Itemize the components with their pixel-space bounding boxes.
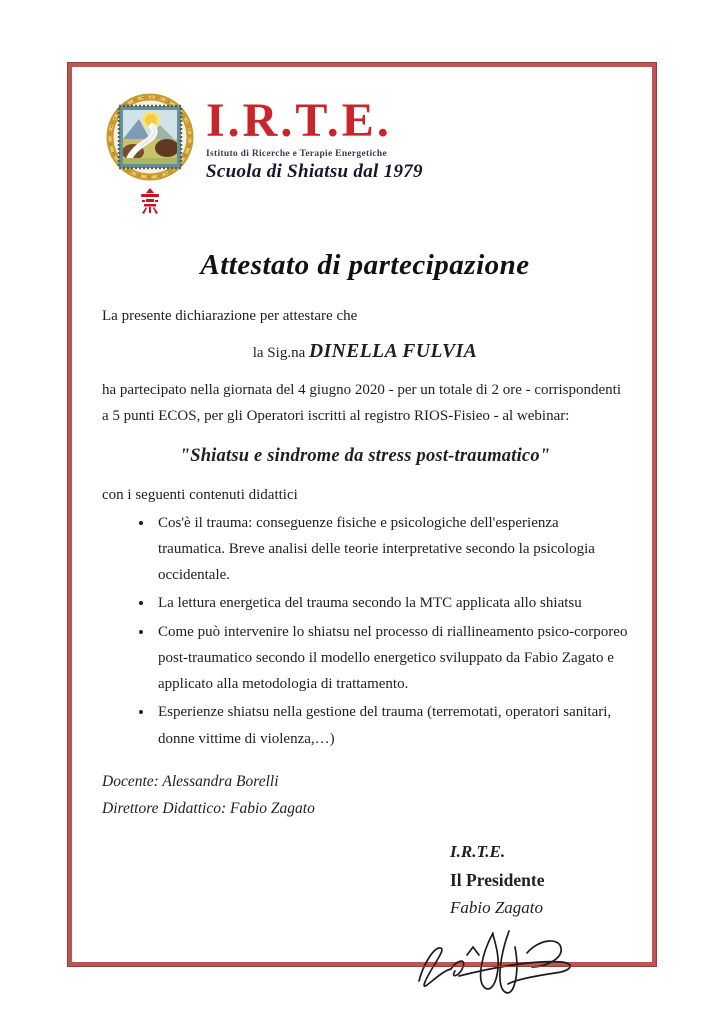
certificate-header [104,93,628,219]
direttore-line: Direttore Didattico: Fabio Zagato [102,799,315,817]
topic-item: • Cos'è il trauma: conseguenze fisiche e psicologiche dell'esperienza traumatica. Breve analisi delle teorie interpretative secondo la psicologia occidentale. [154,510,628,589]
recipient-name: DINELLA FULVIA [308,341,478,362]
certificate-title: Attestato di partecipazione [200,249,530,281]
topics-list [102,510,628,752]
brand-school-line: Scuola di Shiatsu dal 1979 [206,161,423,182]
webinar-title: "Shiatsu e sindrome da stress post-traumatico" [179,445,551,466]
irte-logo [104,93,196,219]
signature-block [450,838,628,1017]
signature-org: I.R.T.E. [450,842,506,861]
handwritten-signature-icon [405,923,628,1017]
recipient-line [102,341,628,363]
signature-role: Il Presidente [450,869,545,890]
topic-item: • Esperienze shiatsu nella gestione del trauma (terremotati, operatori sanitari, donne vittime di violenza,…) [154,699,628,752]
recipient-prefix: la Sig.na [252,345,309,361]
brand-text [206,93,423,183]
signature-name: Fabio Zagato [450,897,544,917]
staff-lines [102,768,628,822]
intro-line: La presente dichiarazione per attestare che [102,308,358,324]
brand-institute-line: Istituto di Ricerche e Terapie Energetiche [206,149,388,159]
landscape-emblem-icon [106,168,194,185]
brand-acronym: I.R.T.E. [206,94,392,147]
topic-item: • Come può intervenire lo shiatsu nel processo di riallineamento psico-corporeo post-traumatico secondo il modello energetico sviluppato da Fabio Zagato e applicato alla metodologia di trattamento. [154,619,628,698]
red-seal-icon [104,188,196,219]
docente-line: Docente: Alessandra Borelli [102,772,279,790]
contents-heading: con i seguenti contenuti didattici [102,486,298,503]
body-paragraph: ha partecipato nella giornata del 4 giugno 2020 - per un totale di 2 ore - corrispondenti a 5 punti ECOS, per gli Operatori iscritti al registro RIOS-Fisieo - al webinar: [102,382,622,425]
topic-item: • La lettura energetica del trauma secondo la MTC applicata allo shiatsu [154,590,628,616]
certificate-border-frame [68,63,656,966]
